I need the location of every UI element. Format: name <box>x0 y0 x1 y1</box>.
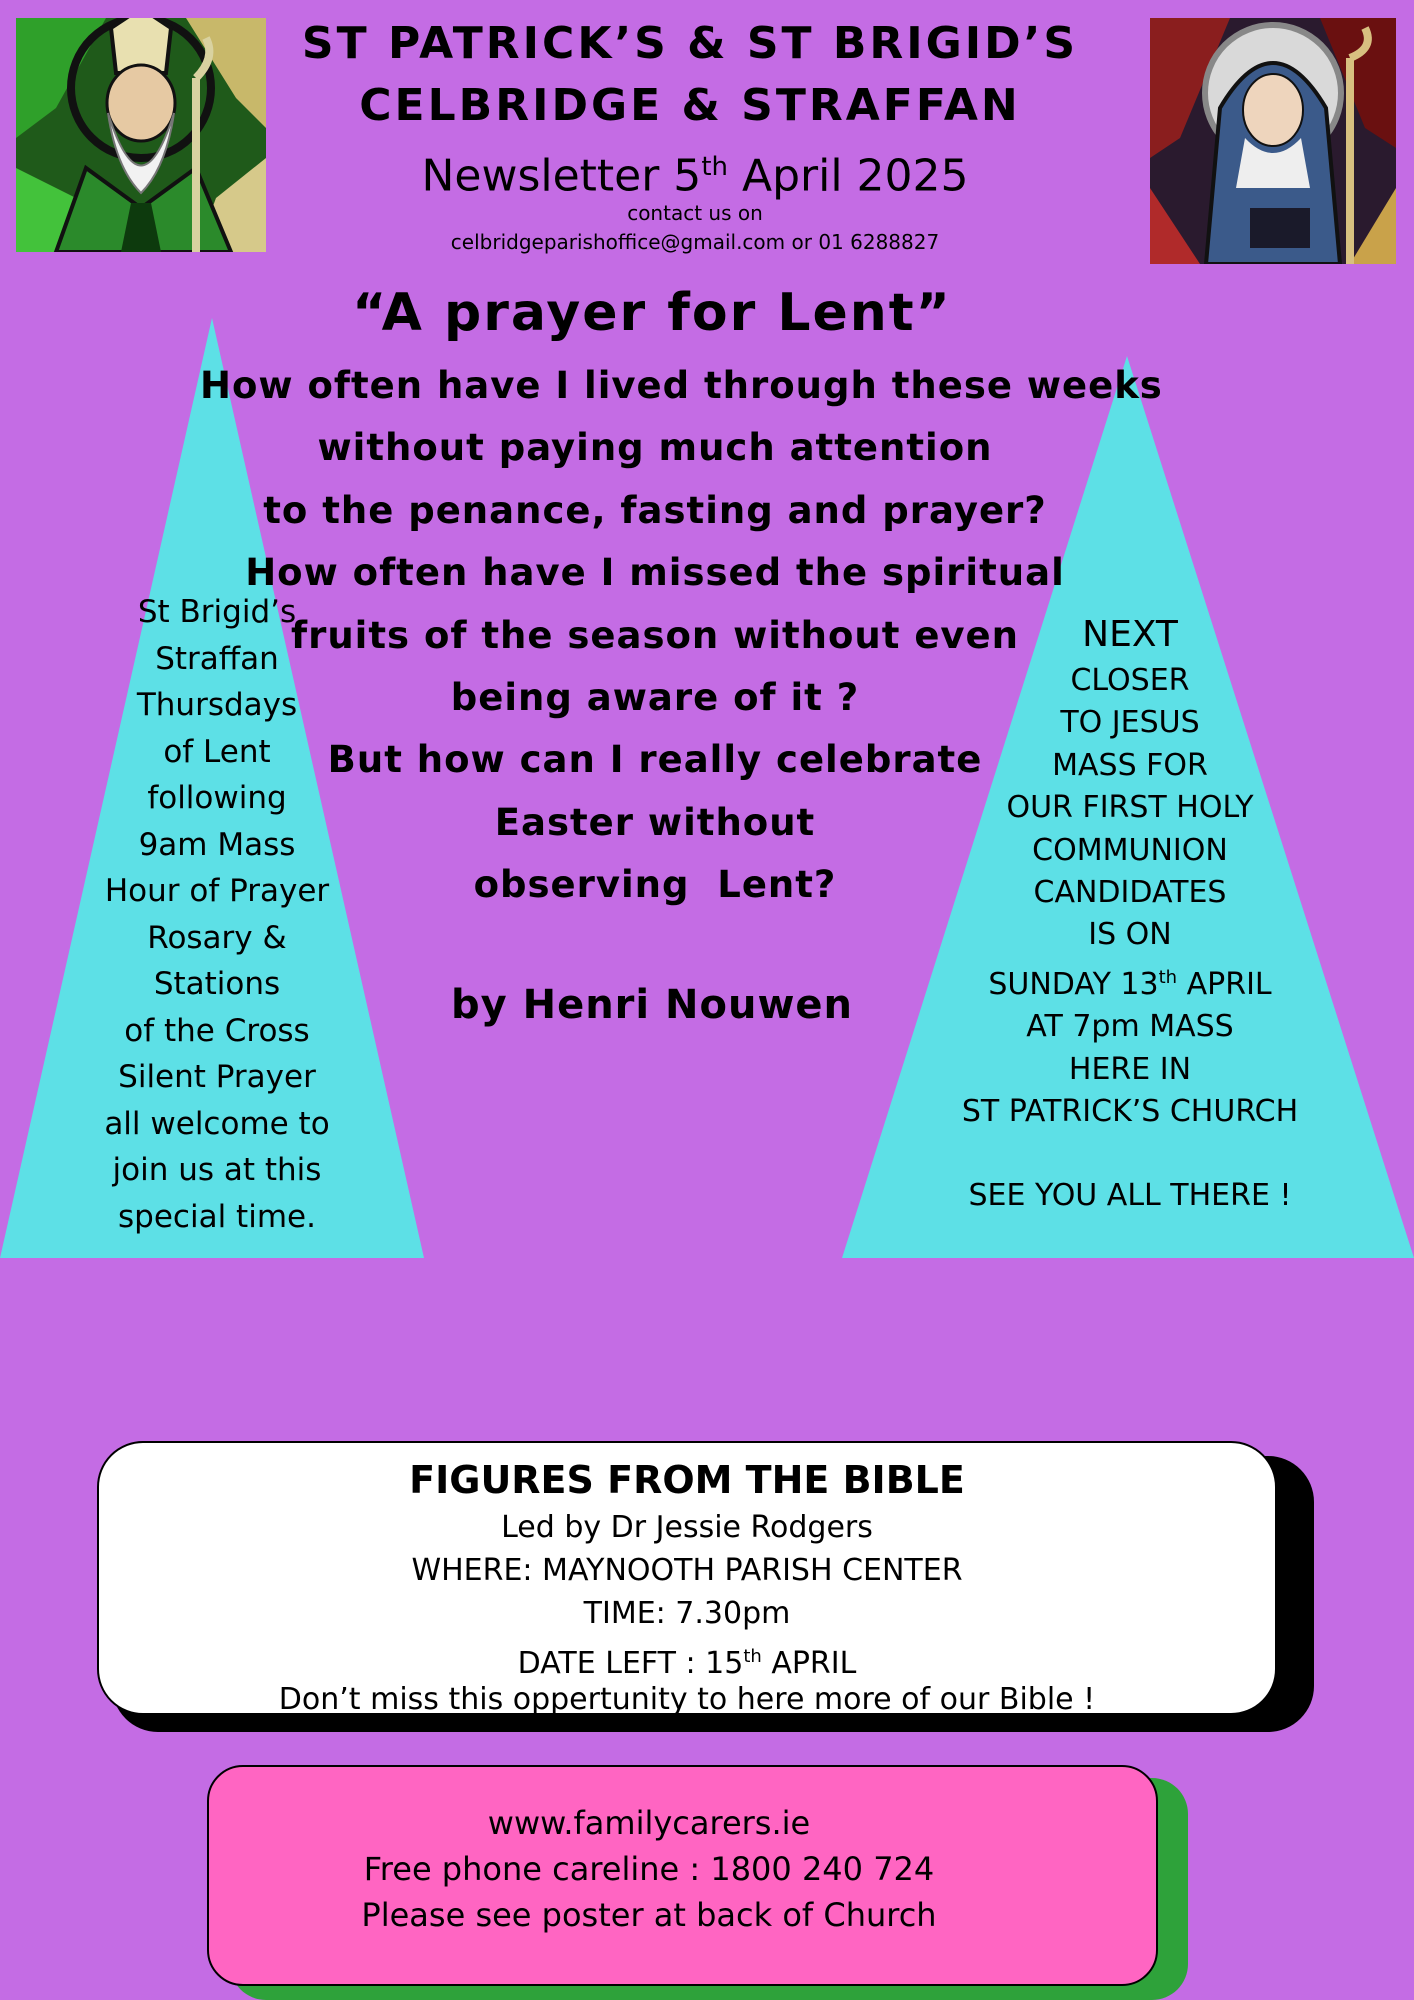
right-tri-line: COMMUNION <box>1032 832 1228 868</box>
st-patrick-stained-glass-icon <box>16 18 266 252</box>
newsletter-suffix: April 2025 <box>728 150 969 202</box>
right-tri-line: AT 7pm MASS <box>1026 1009 1234 1045</box>
carers-note: Please see poster at back of Church <box>361 1896 937 1934</box>
left-tri-line: 9am Mass <box>138 826 296 863</box>
carers-website[interactable]: www.familycarers.ie <box>487 1804 811 1842</box>
prayer-line: observing Lent? <box>473 863 837 907</box>
left-tri-line: special time. <box>118 1198 316 1235</box>
prayer-line: fruits of the season without even <box>291 613 1019 657</box>
prayer-line: being aware of it ? <box>450 676 860 720</box>
right-tri-line: ST PATRICK’S CHURCH <box>961 1094 1299 1130</box>
left-tri-line: St Brigid’s <box>137 594 297 630</box>
bible-box-title: FIGURES FROM THE BIBLE <box>409 1458 965 1502</box>
contact-label: contact us on <box>627 201 763 225</box>
carers-phone: Free phone careline : 1800 240 724 <box>363 1850 935 1888</box>
st-patrick-image <box>16 18 266 252</box>
prayer-line: without paying much attention <box>317 426 993 470</box>
bible-led-by: Led by Dr Jessie Rodgers <box>501 1510 873 1545</box>
left-tri-line: Thursdays <box>136 687 298 723</box>
right-tri-line: MASS FOR <box>1052 747 1208 783</box>
left-tri-line: Straffan <box>155 640 279 677</box>
left-tri-line: Stations <box>153 966 281 1002</box>
right-tri-date-sup: th <box>1158 966 1178 988</box>
prayer-author: by Henri Nouwen <box>450 982 854 1028</box>
bible-date-suffix: APRIL <box>761 1646 857 1681</box>
bible-where: WHERE: MAYNOOTH PARISH CENTER <box>411 1553 963 1588</box>
contact-details: celbridgeparishoffice@gmail.com or 01 6288827 <box>450 230 940 254</box>
st-brigid-stained-glass-icon <box>1150 18 1396 264</box>
prayer-title: “A prayer for Lent” <box>352 283 952 343</box>
left-tri-line: of the Cross <box>124 1012 310 1049</box>
left-tri-line: Hour of Prayer <box>104 873 330 909</box>
newsletter-date <box>300 138 1090 206</box>
bible-date-sup: th <box>743 1646 762 1667</box>
left-tri-line: Silent Prayer <box>118 1059 316 1095</box>
right-tri-line: CANDIDATES <box>1033 875 1227 911</box>
left-tri-line: of Lent <box>163 733 271 770</box>
parish-title-line1: ST PATRICK’S & ST BRIGID’S <box>301 18 1079 69</box>
right-tri-date-suffix: APRIL <box>1177 966 1272 1002</box>
right-tri-line: TO JESUS <box>1060 705 1200 741</box>
st-brigid-image <box>1150 18 1396 264</box>
left-tri-line: join us at this <box>112 1152 322 1188</box>
right-tri-line: CLOSER <box>1070 663 1190 698</box>
right-tri-next: NEXT <box>1082 614 1178 655</box>
left-tri-line: following <box>147 780 287 816</box>
right-tri-line: HERE IN <box>1068 1051 1192 1087</box>
prayer-line: But how can I really celebrate <box>327 738 983 782</box>
parish-title-line2: CELBRIDGE & STRAFFAN <box>359 80 1021 131</box>
right-tri-line: OUR FIRST HOLY <box>1006 790 1254 826</box>
left-tri-line: Rosary & <box>147 919 287 956</box>
left-tri-line: all welcome to <box>104 1105 330 1142</box>
bible-time: TIME: 7.30pm <box>583 1596 791 1631</box>
prayer-line: to the penance, fasting and prayer? <box>263 488 1047 532</box>
bible-note: Don’t miss this oppertunity to here more of our Bible ! <box>278 1682 1096 1717</box>
right-tri-date-prefix: SUNDAY 13 <box>988 966 1159 1002</box>
bible-date-prefix: DATE LEFT : 15 <box>517 1646 744 1681</box>
prayer-line: How often have I missed the spiritual <box>245 551 1065 595</box>
newsletter-prefix: Newsletter 5 <box>421 150 702 202</box>
prayer-line: How often have I lived through these weeks <box>200 364 1163 407</box>
prayer-line: Easter without <box>494 800 816 844</box>
right-tri-line: IS ON <box>1088 917 1172 953</box>
newsletter-sup: th <box>701 152 728 182</box>
right-tri-line: SEE YOU ALL THERE ! <box>968 1178 1292 1214</box>
